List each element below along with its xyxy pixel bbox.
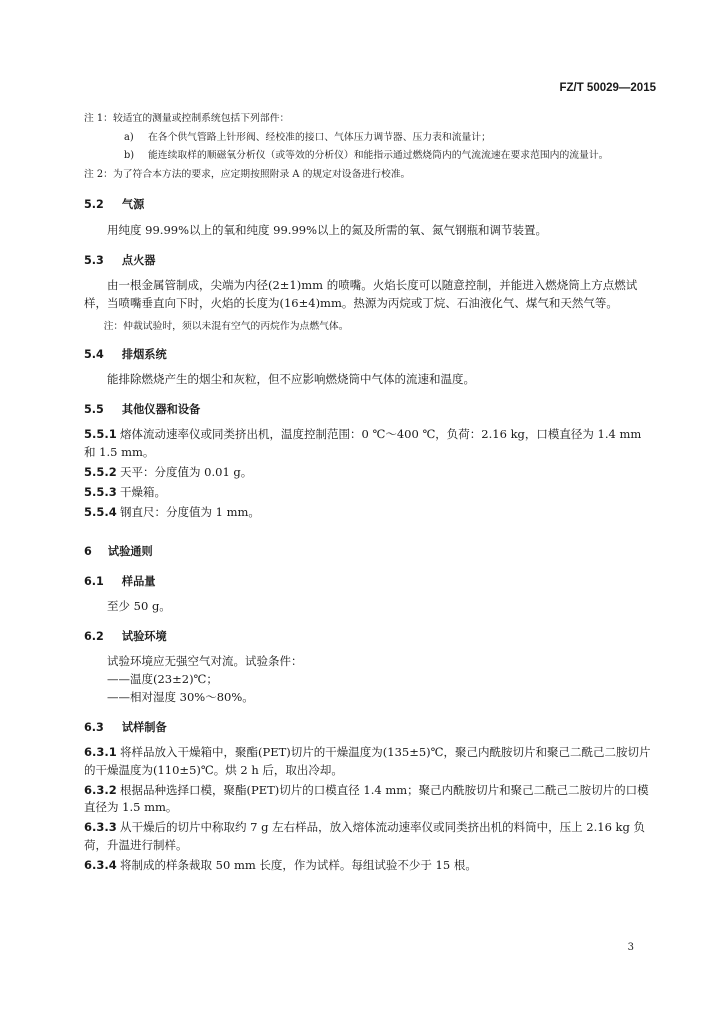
section-title: 试验环境: [121, 629, 167, 643]
paragraph-5-4: 能排除燃烧产生的烟尘和灰粒，但不应影响燃烧筒中气体的流速和温度。: [107, 372, 475, 387]
clause-text: 将样品放入干燥箱中，聚酯(PET)切片的干燥温度为(135±5)℃，聚己内酰胺切片和聚己二酰己二胺切片的干燥温度为(110±5)℃。烘 2 h 后，取出冷却。: [84, 745, 651, 777]
note-1: [84, 110, 656, 184]
paragraph-6-2: 试验环境应无强空气对流。试验条件：: [107, 654, 303, 669]
heading-6-3: [84, 719, 656, 736]
section-title: 试样制备: [121, 720, 167, 734]
heading-6-2: [84, 628, 656, 645]
condition-humidity: ——相对湿度 30%～80%。: [107, 689, 254, 704]
clause-number: 6.3.1: [84, 745, 117, 760]
clause-text: 将制成的样条裁取 50 mm 长度，作为试样。每组试验不少于 15 根。: [120, 857, 477, 872]
section-number: 5.4: [84, 347, 104, 361]
section-title: 点火器: [121, 253, 156, 267]
item-marker: a): [124, 131, 134, 143]
note-1-item-b: [124, 147, 656, 166]
note-1-intro: 注 1：较适宜的测量或控制系统包括下列部件：: [84, 113, 290, 124]
heading-6-1: [84, 573, 656, 590]
item-text: 在各个供气管路上针形阀、经校准的接口、气体压力调节器、压力表和流量计；: [148, 131, 491, 143]
page-content: [84, 110, 656, 877]
note-2: 注 2：为了符合本方法的要求，应定期按照附录 A 的规定对设备进行校准。: [84, 168, 411, 180]
clause-text: 根据品种选择口模，聚酯(PET)切片的口模直径 1.4 mm；聚己内酰胺切片和聚己二酰己二胺切片的口模直径为 1.5 mm。: [84, 782, 649, 815]
section-number: 5.2: [84, 198, 104, 212]
section-number: 6.3: [84, 720, 104, 734]
section-title: 样品量: [121, 574, 156, 588]
section-number: 6.2: [84, 629, 104, 643]
clause-6-3-1: [84, 744, 656, 780]
clause-5-5-2: [84, 464, 656, 482]
section-title: 气源: [121, 198, 145, 212]
heading-5-3: [84, 252, 656, 269]
paragraph-5-2: 用纯度 99.99%以上的氧和纯度 99.99%以上的氮及所需的氧、氮气钢瓶和调节装置。: [107, 222, 548, 237]
clause-6-3-4: [84, 857, 656, 875]
condition-temperature: ——温度(23±2)℃；: [107, 672, 218, 687]
clause-text: 钢直尺：分度值为 1 mm。: [120, 504, 260, 519]
clause-number: 5.5.2: [84, 464, 117, 479]
clause-number: 5.5.4: [84, 504, 117, 519]
section-title: 其他仪器和设备: [121, 402, 201, 416]
note-5-3: 注：仲裁试验时，须以未混有空气的丙烷作为点燃气体。: [103, 320, 349, 332]
clause-number: 5.5.3: [84, 484, 117, 499]
clause-number: 6.3.3: [84, 820, 117, 835]
clause-6-3-2: [84, 782, 656, 818]
clause-number: 6.3.2: [84, 782, 117, 797]
section-title: 试验通则: [107, 545, 153, 559]
heading-5-5: [84, 401, 656, 418]
clause-text: 天平：分度值为 0.01 g。: [120, 464, 253, 479]
heading-5-2: [84, 196, 656, 213]
clause-text: 熔体流动速率仪或同类挤出机，温度控制范围：0 ℃～400 ℃，负荷：2.16 kg，口模直径为 1.4 mm 和 1.5 mm。: [84, 427, 642, 460]
paragraph-5-3: 由一根金属管制成，尖端为内径(2±1)mm 的喷嘴。火焰长度可以随意控制，并能进入燃烧筒上方点燃试样，当喷嘴垂直向下时，火焰的长度为(16±4)mm。热源为丙烷或丁烷、石油液化气、煤气和天然气等。: [84, 277, 638, 310]
section-number: 5.5: [84, 402, 104, 416]
paragraph-6-1: 至少 50 g。: [107, 599, 171, 614]
section-title: 排烟系统: [121, 347, 167, 361]
clause-text: 从干燥后的切片中称取约 7 g 左右样品，放入熔体流动速率仪或同类挤出机的料筒中，压上 2.16 kg 负荷，升温进行制样。: [84, 820, 646, 853]
clause-number: 5.5.1: [84, 427, 117, 442]
standard-code: FZ/T 50029—2015: [559, 82, 656, 94]
note-1-item-a: [124, 129, 656, 148]
heading-6: [84, 543, 656, 560]
clause-6-3-3: [84, 819, 656, 855]
page-number: 3: [627, 942, 634, 953]
item-marker: b): [124, 150, 135, 162]
section-number: 6: [84, 545, 92, 559]
heading-5-4: [84, 346, 656, 363]
clause-5-5-4: [84, 504, 656, 522]
section-number: 5.3: [84, 253, 104, 267]
clause-5-5-1: [84, 426, 656, 462]
clause-text: 干燥箱。: [120, 484, 166, 499]
clause-number: 6.3.4: [84, 857, 117, 872]
clause-5-5-3: [84, 484, 656, 502]
item-text: 能连续取样的顺磁氧分析仪（或等效的分析仪）和能指示通过燃烧筒内的气流流速在要求范围内的流量计。: [148, 150, 609, 162]
section-number: 6.1: [84, 574, 104, 588]
